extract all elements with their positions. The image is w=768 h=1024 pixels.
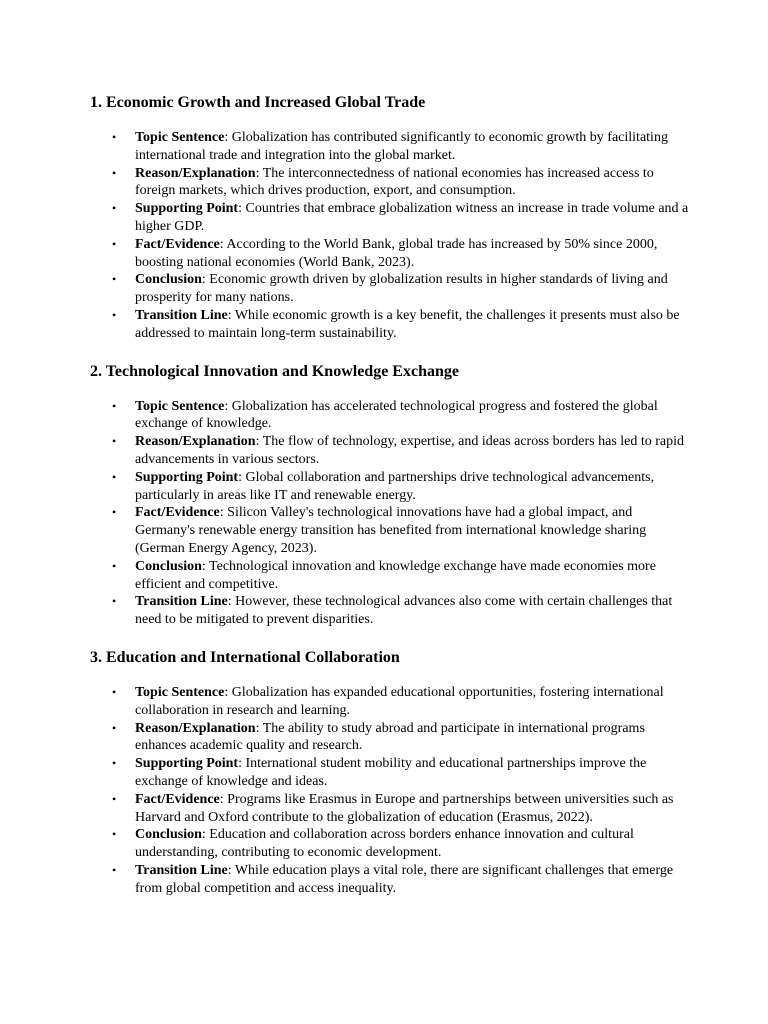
point-label: Supporting Point (135, 756, 239, 772)
bullet-list (90, 684, 690, 898)
point-text: : However, these technological advances also come with certain challenges that need to be mitigated to prevent disparities. (135, 594, 673, 628)
list-item (90, 791, 690, 827)
list-item (90, 504, 690, 557)
point-label: Conclusion (135, 827, 202, 843)
point-text: : International student mobility and educational partnerships improve the exchange of knowledge and ideas. (135, 756, 647, 789)
point-label: Fact/Evidence (135, 791, 220, 807)
bullet-icon: • (112, 594, 117, 609)
point-label: Fact/Evidence (135, 505, 220, 521)
point-label: Topic Sentence (135, 398, 225, 414)
list-item (90, 398, 690, 434)
bullet-list (90, 129, 690, 343)
list-item (90, 307, 690, 343)
point-label: Topic Sentence (135, 130, 225, 145)
point-text: : Education and collaboration across borders enhance innovation and cultural understanding, contributing to economic development. (135, 827, 634, 861)
section-heading: 2. Technological Innovation and Knowledge Exchange (90, 362, 459, 380)
bullet-icon: • (112, 398, 117, 413)
bullet-icon: • (112, 469, 117, 484)
point-label: Reason/Explanation (135, 165, 256, 181)
point-text: : Technological innovation and knowledge exchange have made economies more efficient and competitive. (135, 558, 656, 592)
point-text: : The interconnectedness of national economies has increased access to foreign markets, which drives production, export, and consumption. (135, 165, 654, 199)
section (90, 93, 690, 343)
point-label: Supporting Point (135, 201, 239, 217)
bullet-icon: • (112, 791, 117, 806)
point-text: : Countries that embrace globalization witness an increase in trade volume and a higher GDP. (135, 201, 689, 234)
bullet-icon: • (112, 201, 117, 216)
list-item (90, 271, 690, 307)
list-item (90, 826, 690, 862)
list-item (90, 558, 690, 594)
section-heading: 1. Economic Growth and Increased Global Trade (90, 94, 426, 111)
list-item (90, 236, 690, 272)
bullet-icon: • (112, 720, 117, 735)
point-label: Supporting Point (135, 469, 239, 485)
list-item (90, 200, 690, 236)
point-text: : The ability to study abroad and participate in international programs enhances academic quality and research. (135, 720, 645, 754)
section (90, 648, 690, 898)
point-text: : While education plays a vital role, there are significant challenges that emerge from global competition and access inequality. (135, 862, 674, 896)
point-text: : Globalization has contributed significantly to economic growth by facilitating international trade and integration into the global market. (135, 130, 668, 163)
point-label: Topic Sentence (135, 684, 225, 700)
bullet-icon: • (112, 505, 117, 520)
list-item (90, 469, 690, 505)
point-text: : Globalization has accelerated technological progress and fostered the global exchange of knowledge. (135, 398, 658, 432)
point-text: : Programs like Erasmus in Europe and partnerships between universities such as Harvard and Oxford contribute to the globalization of education (Erasmus, 2022). (135, 791, 674, 825)
bullet-icon: • (112, 307, 117, 322)
section (90, 362, 690, 629)
bullet-icon: • (112, 827, 117, 842)
list-item (90, 593, 690, 629)
document-page (90, 93, 690, 916)
point-text: : Economic growth driven by globalization results in higher standards of living and prosperity for many nations. (135, 272, 668, 306)
point-text: : While economic growth is a key benefit, the challenges it presents must also be addressed to maintain long-term sustainability. (135, 307, 680, 341)
list-item (90, 129, 690, 165)
bullet-icon: • (112, 165, 117, 180)
point-text: : Global collaboration and partnerships drive technological advancements, particularly in areas like IT and renewable energy. (135, 469, 655, 503)
list-item (90, 862, 690, 898)
section-heading: 3. Education and International Collaboration (90, 648, 400, 666)
bullet-list (90, 398, 690, 629)
point-text: : Globalization has expanded educational opportunities, fostering international collaboration in research and learning. (135, 684, 664, 718)
point-label: Reason/Explanation (135, 720, 256, 736)
list-item (90, 720, 690, 756)
bullet-icon: • (112, 684, 117, 699)
point-label: Conclusion (135, 272, 202, 288)
list-item (90, 433, 690, 469)
bullet-icon: • (112, 558, 117, 573)
bullet-icon: • (112, 756, 117, 771)
point-text: : The flow of technology, expertise, and ideas across borders has led to rapid advancements in various sectors. (135, 434, 685, 467)
bullet-icon: • (112, 434, 117, 449)
bullet-icon: • (112, 130, 117, 144)
point-label: Reason/Explanation (135, 434, 256, 450)
list-item (90, 755, 690, 791)
bullet-icon: • (112, 272, 117, 287)
point-label: Conclusion (135, 558, 202, 574)
list-item (90, 165, 690, 201)
point-text: : According to the World Bank, global trade has increased by 50% since 2000, boosting national economies (World Bank, 2023). (135, 236, 658, 270)
list-item (90, 684, 690, 720)
bullet-icon: • (112, 862, 117, 877)
point-label: Transition Line (135, 594, 228, 610)
point-label: Fact/Evidence (135, 236, 220, 252)
bullet-icon: • (112, 236, 117, 251)
point-label: Transition Line (135, 862, 228, 878)
point-label: Transition Line (135, 307, 228, 323)
point-text: : Silicon Valley's technological innovations have had a global impact, and Germany's renewable energy transition has benefited from international knowledge sharing (German Energy Agency, 2023). (135, 505, 647, 556)
